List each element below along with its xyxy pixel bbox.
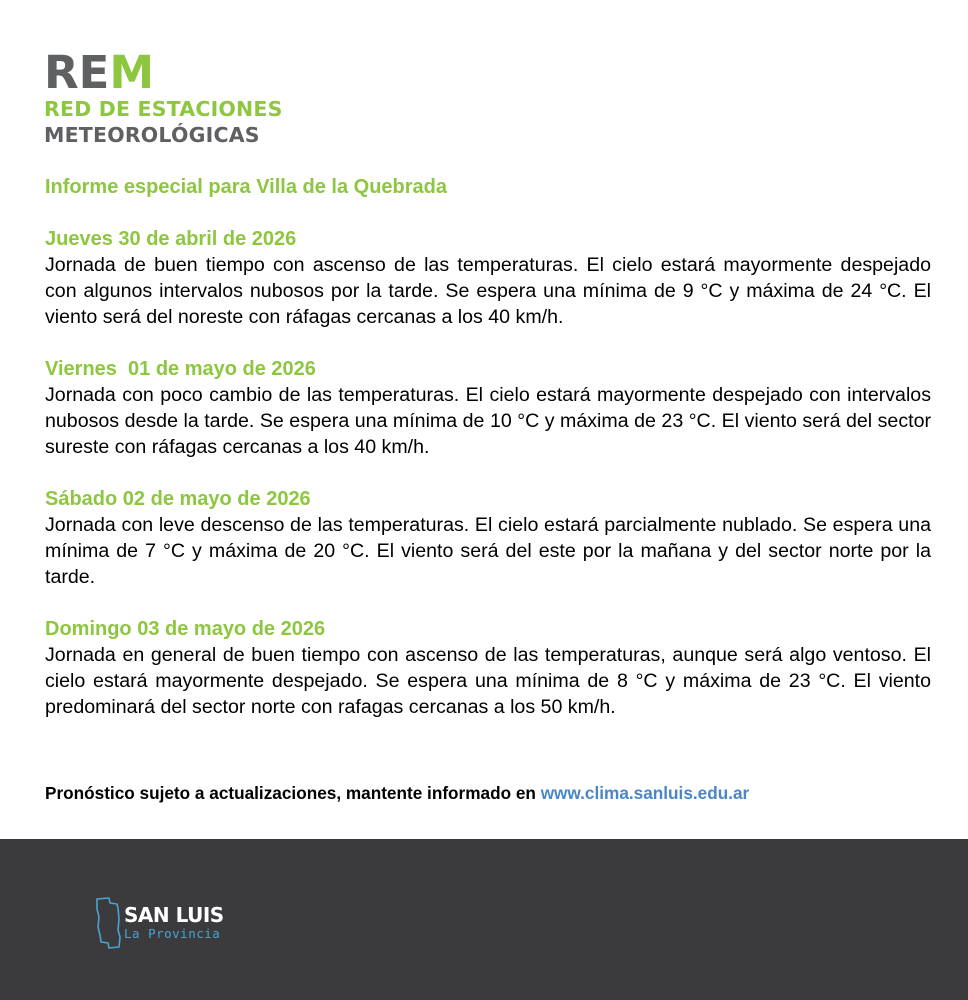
rem-logo (44, 46, 283, 148)
footer-note-text: Pronóstico sujeto a actualizaciones, mantente informado en (45, 783, 541, 803)
san-luis-map-icon (95, 897, 123, 953)
day-text: Jornada con poco cambio de las temperaturas. El cielo estará mayormente despejado con intervalos nubosos desde la tarde. Se espera una mínima de 10 °C y máxima de 23 °C. El viento será del sector sureste con ráfagas cercanas a los 40 km/h. (45, 384, 931, 458)
day-text: Jornada con leve descenso de las temperaturas. El cielo estará parcialmente nublado. Se espera una mínima de 7 °C y máxima de 20 °C. El viento será del este por la mañana y del sector norte por la tarde. (45, 514, 931, 588)
day-forecast (45, 226, 931, 330)
rem-logo-line2: METEOROLÓGICAS (44, 123, 260, 147)
san-luis-subtitle: La Provincia (124, 926, 221, 941)
day-forecast (45, 356, 931, 460)
day-title: Domingo 03 de mayo de 2026 (45, 618, 326, 640)
day-title: Jueves 30 de abril de 2026 (45, 228, 297, 250)
rem-logo-re: RE (44, 46, 110, 99)
footer-note (45, 781, 749, 805)
day-forecast (45, 486, 931, 590)
day-forecast (45, 616, 931, 720)
report-content (45, 174, 931, 746)
day-text: Jornada de buen tiempo con ascenso de las temperaturas. El cielo estará mayormente despejado con algunos intervalos nubosos por la tarde. Se espera una mínima de 9 °C y máxima de 24 °C. El viento será del noreste con ráfagas cercanas a los 40 km/h. (45, 254, 931, 328)
san-luis-name: SAN LUIS (124, 903, 224, 927)
rem-logo-m: M (109, 46, 155, 99)
day-text: Jornada en general de buen tiempo con ascenso de las temperaturas, aunque será algo ventoso. El cielo estará mayormente despejado. Se espera una mínima de 8 °C y máxima de 23 °C. El viento predominará del sector norte con rafagas cercanas a los 50 km/h. (45, 644, 931, 718)
rem-logo-wordmark (44, 46, 283, 99)
san-luis-logo (95, 897, 235, 953)
rem-logo-line1: RED DE ESTACIONES (44, 97, 283, 121)
day-title: Sábado 02 de mayo de 2026 (45, 488, 311, 510)
website-link[interactable]: www.clima.sanluis.edu.ar (540, 783, 750, 803)
day-title: Viernes 01 de mayo de 2026 (45, 358, 316, 380)
report-title: Informe especial para Villa de la Quebrada (45, 176, 448, 198)
